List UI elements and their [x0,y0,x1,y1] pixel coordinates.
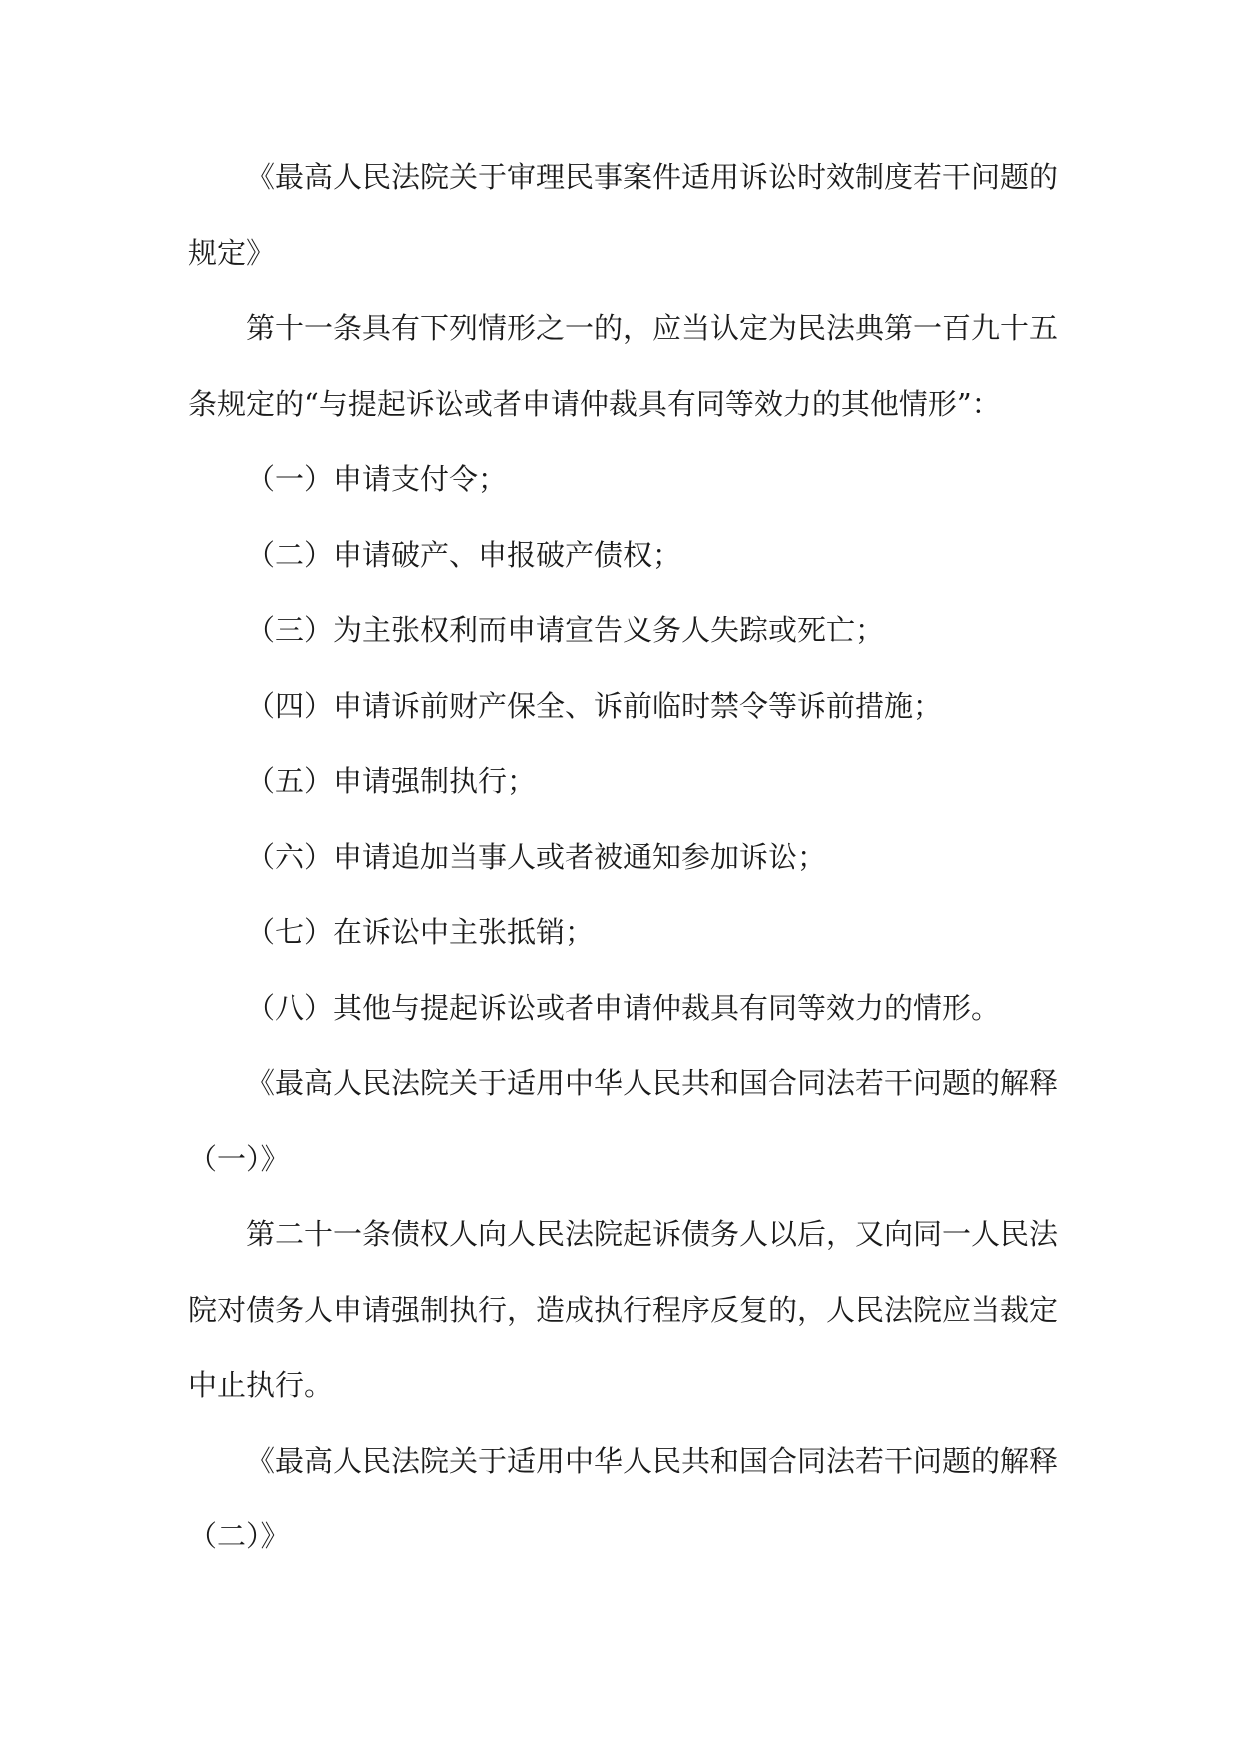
list-item: （二）申请破产、申报破产债权； [246,537,682,572]
list-item: （四）申请诉前财产保全、诉前临时禁令等诉前措施； [246,688,943,723]
section-heading-3: 《最高人民法院关于适用中华人民共和国合同法若干问题的解释（二）》 [188,1443,1059,1553]
section-heading-1: 《最高人民法院关于审理民事案件适用诉讼时效制度若干问题的规定》 [188,160,1059,270]
list-item: （八）其他与提起诉讼或者申请仲裁具有同等效力的情形。 [246,990,1001,1025]
article-21: 第二十一条债权人向人民法院起诉债务人以后，又向同一人民法院对债务人申请强制执行，造成执行程序反复的，人民法院应当裁定中止执行。 [188,1217,1059,1402]
list-item: （一）申请支付令； [246,462,508,496]
list-item: （六）申请追加当事人或者被通知参加诉讼； [246,839,827,874]
section-heading-2: 《最高人民法院关于适用中华人民共和国合同法若干问题的解释（一）》 [188,1066,1059,1176]
list-item: （三）为主张权利而申请宣告义务人失踪或死亡； [246,613,885,647]
article-11: 第十一条具有下列情形之一的，应当认定为民法典第一百九十五条规定的“与提起诉讼或者申请仲裁具有同等效力的其他情形”： [188,311,1059,421]
list-item: （五）申请强制执行； [246,764,537,798]
document-body [188,140,1058,1575]
list-item: （七）在诉讼中主张抵销； [246,915,595,949]
